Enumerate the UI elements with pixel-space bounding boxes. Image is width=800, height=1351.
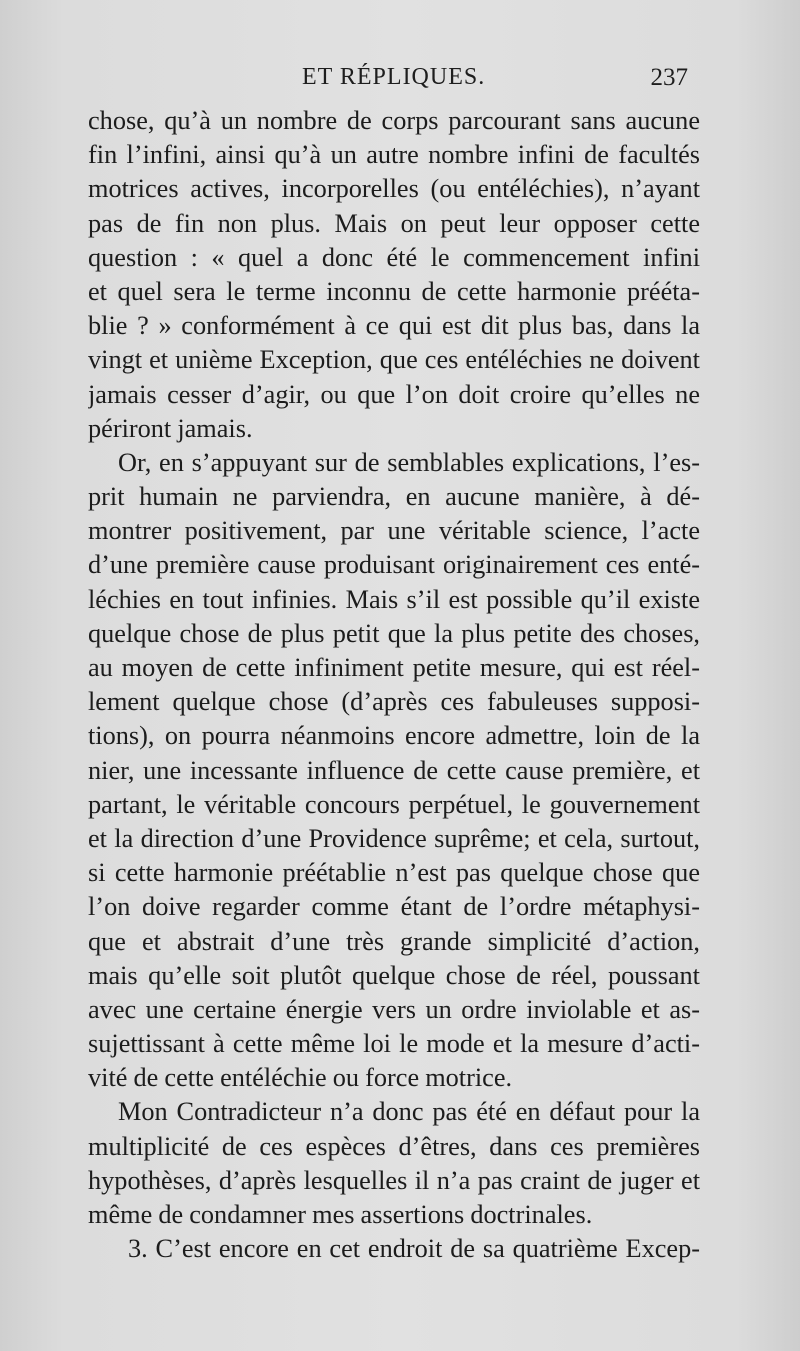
text-line: prit humain ne parviendra, en aucune manière, à dé- (88, 482, 700, 512)
text-line: que et abstrait d’une très grande simplicité d’action, (88, 926, 700, 956)
text-line: au moyen de cette infiniment petite mesure, qui est réel- (88, 653, 700, 682)
page-number: 237 (650, 64, 688, 91)
text-line: même de condamner mes assertions doctrinales. (88, 1200, 593, 1229)
paragraph-start-line: 3. C’est encore en cet endroit de sa quatrième Excep- (128, 1234, 700, 1264)
text-line: jamais cesser d’agir, ou que l’on doit croire qu’elles ne (88, 379, 700, 409)
text-line: l’on doive regarder comme étant de l’ordre métaphysi- (88, 892, 700, 922)
text-line: sujettissant à cette même loi le mode et la mesure d’acti- (88, 1029, 700, 1059)
paragraph-start-line: Or, en s’appuyant sur de semblables explications, l’es- (118, 447, 700, 477)
text-line: chose, qu’à un nombre de corps parcourant sans aucune (88, 106, 700, 135)
text-line: partant, le véritable concours perpétuel, le gouvernement (88, 789, 700, 819)
paragraph-start-line: Mon Contradicteur n’a donc pas été en défaut pour la (118, 1097, 700, 1127)
text-line: d’une première cause produisant originairement ces enté- (88, 550, 700, 580)
text-line: mais qu’elle soit plutôt quelque chose de réel, poussant (88, 960, 700, 990)
text-line: question : « quel a donc été le commencement infini (88, 242, 700, 272)
text-line: léchies en tout infinies. Mais s’il est possible qu’il existe (88, 584, 700, 614)
text-line: nier, une incessante influence de cette cause première, et (88, 755, 700, 785)
text-line: tions), on pourra néanmoins encore admettre, loin de la (88, 721, 700, 751)
text-line: lement quelque chose (d’après ces fabuleuses supposi- (88, 687, 700, 717)
page-header (88, 64, 688, 104)
text-line: vingt et unième Exception, que ces entéléchies ne doivent (88, 345, 700, 375)
text-line: et la direction d’une Providence suprême; et cela, surtout, (88, 823, 700, 853)
text-line: vité de cette entéléchie ou force motrice. (88, 1063, 513, 1093)
text-line: et quel sera le terme inconnu de cette harmonie prééta- (88, 276, 700, 306)
text-line: périront jamais. (88, 413, 253, 443)
text-line: blie ? » conformément à ce qui est dit plus bas, dans la (88, 311, 700, 341)
running-title: ET RÉPLIQUES. (302, 64, 486, 90)
text-line: quelque chose de plus petit que la plus petite des choses, (88, 618, 700, 648)
text-line: fin l’infini, ainsi qu’à un autre nombre infini de facultés (88, 140, 700, 170)
body-text (88, 104, 700, 1266)
text-line: si cette harmonie préétablie n’est pas quelque chose que (88, 858, 700, 888)
text-line: avec une certaine énergie vers un ordre inviolable et as- (88, 994, 700, 1024)
text-line: hypothèses, d’après lesquelles il n’a pas craint de juger et (88, 1165, 700, 1195)
text-line: pas de fin non plus. Mais on peut leur opposer cette (88, 208, 700, 238)
text-line: motrices actives, incorporelles (ou entéléchies), n’ayant (88, 174, 700, 204)
text-line: montrer positivement, par une véritable science, l’acte (88, 516, 700, 546)
text-line: multiplicité de ces espèces d’êtres, dans ces premières (88, 1131, 700, 1161)
